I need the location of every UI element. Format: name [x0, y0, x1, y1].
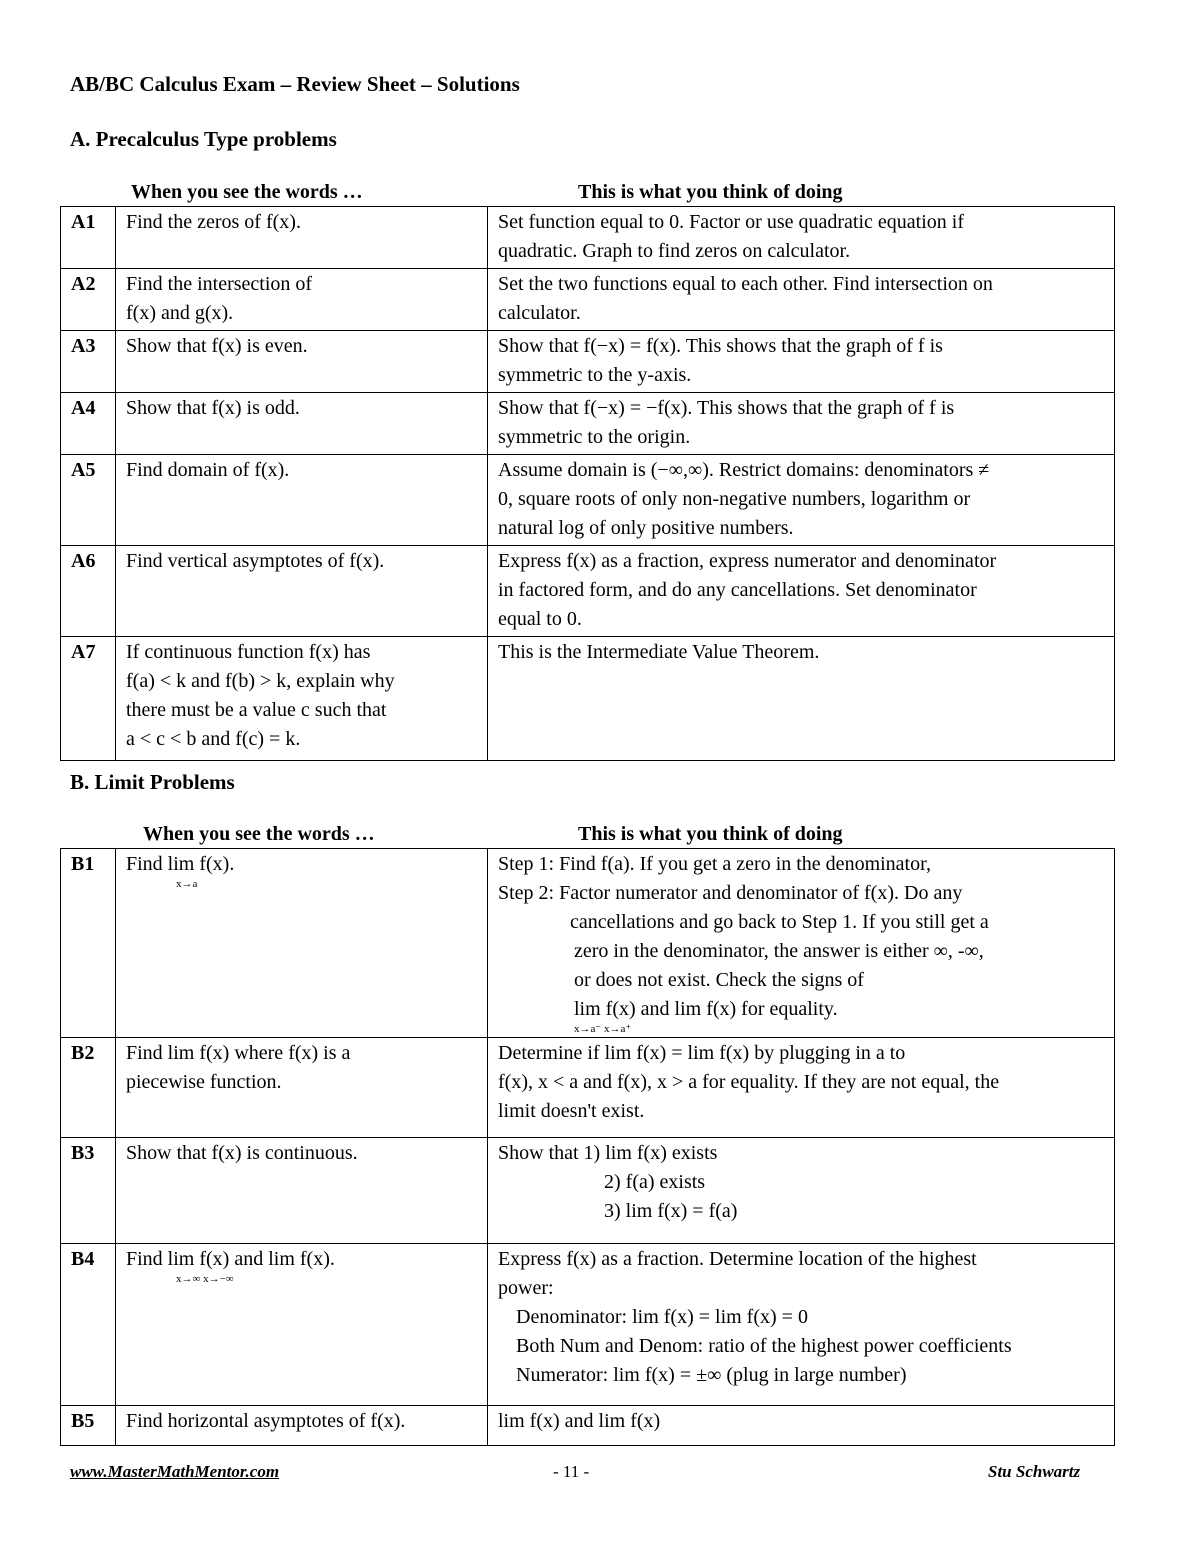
footer-author: Stu Schwartz — [988, 1462, 1081, 1481]
table-row — [61, 331, 1115, 393]
row-answer — [488, 637, 1115, 761]
prompt-line: Find lim f(x). — [126, 853, 235, 875]
answer-line: lim f(x) and lim f(x) — [498, 1410, 661, 1432]
table-row — [61, 393, 1115, 455]
row-prompt — [116, 849, 488, 1038]
row-prompt — [116, 1138, 488, 1244]
answer-line: cancellations and go back to Step 1. If you still get a — [570, 911, 989, 933]
answer-line: Show that 1) lim f(x) exists — [498, 1142, 718, 1164]
row-id: A4 — [61, 393, 116, 455]
table-row — [61, 269, 1115, 331]
prompt-line: piecewise function. — [126, 1071, 282, 1093]
answer-line: symmetric to the origin. — [498, 426, 691, 448]
row-answer — [488, 331, 1115, 393]
answer-line: Express f(x) as a fraction. Determine location of the highest — [498, 1248, 977, 1270]
answer-line: This is the Intermediate Value Theorem. — [498, 641, 820, 663]
answer-line: lim f(x) and lim f(x) for equality. — [574, 998, 838, 1020]
table-row — [61, 1406, 1115, 1446]
footer-page-number: - 11 - — [553, 1462, 590, 1481]
prompt-line: If continuous function f(x) has — [126, 641, 371, 663]
answer-line: quadratic. Graph to find zeros on calculator. — [498, 240, 851, 262]
answer-line: f(x), x < a and f(x), x > a for equality. If they are not equal, the — [498, 1071, 1000, 1093]
answer-line: Set the two functions equal to each other. Find intersection on — [498, 273, 993, 295]
row-prompt — [116, 393, 488, 455]
answer-line: Assume domain is (−∞,∞). Restrict domains: denominators ≠ — [498, 459, 990, 481]
table-row — [61, 455, 1115, 546]
prompt-line: Find the intersection of — [126, 273, 313, 295]
section-a-col-right: This is what you think of doing — [578, 181, 843, 203]
row-answer — [488, 1406, 1115, 1446]
row-id: B3 — [61, 1138, 116, 1244]
answer-line: calculator. — [498, 302, 581, 324]
row-answer — [488, 1038, 1115, 1138]
section-a-col-left: When you see the words … — [131, 181, 363, 203]
answer-line: 3) lim f(x) = f(a) — [604, 1200, 738, 1222]
row-id: B4 — [61, 1244, 116, 1406]
section-b-col-right: This is what you think of doing — [578, 823, 843, 845]
answer-line: Determine if lim f(x) = lim f(x) by plugging in a to — [498, 1042, 906, 1064]
answer-line: symmetric to the y-axis. — [498, 364, 692, 386]
table-row — [61, 207, 1115, 269]
answer-line: 0, square roots of only non-negative numbers, logarithm or — [498, 488, 971, 510]
prompt-line: Show that f(x) is continuous. — [126, 1142, 358, 1164]
row-id: A1 — [61, 207, 116, 269]
row-id: A7 — [61, 637, 116, 761]
prompt-line: a < c < b and f(c) = k. — [126, 728, 301, 750]
answer-line: Step 2: Factor numerator and denominator of f(x). Do any — [498, 882, 963, 904]
row-prompt — [116, 455, 488, 546]
prompt-line: Find domain of f(x). — [126, 459, 290, 481]
answer-line: Express f(x) as a fraction, express numerator and denominator — [498, 550, 997, 572]
answer-line: power: — [498, 1277, 554, 1299]
answer-line: or does not exist. Check the signs of — [574, 969, 864, 991]
table-row — [61, 849, 1115, 1038]
answer-line: Show that f(−x) = −f(x). This shows that the graph of f is — [498, 397, 955, 419]
answer-line: Set function equal to 0. Factor or use quadratic equation if — [498, 211, 964, 233]
row-answer — [488, 455, 1115, 546]
prompt-line: Find lim f(x) and lim f(x). — [126, 1248, 335, 1270]
limit-subscript: x→∞ x→−∞ — [176, 1273, 234, 1285]
row-id: A3 — [61, 331, 116, 393]
footer-website-link[interactable]: www.MasterMathMentor.com — [70, 1462, 280, 1481]
answer-line: limit doesn't exist. — [498, 1100, 645, 1122]
section-a-table — [60, 206, 1115, 761]
answer-line: Denominator: lim f(x) = lim f(x) = 0 — [516, 1306, 808, 1328]
prompt-line: there must be a value c such that — [126, 699, 387, 721]
row-id: A2 — [61, 269, 116, 331]
row-prompt — [116, 269, 488, 331]
row-prompt — [116, 637, 488, 761]
row-answer — [488, 1138, 1115, 1244]
answer-line: zero in the denominator, the answer is either ∞, -∞, — [574, 940, 984, 962]
row-answer — [488, 393, 1115, 455]
table-row — [61, 1038, 1115, 1138]
answer-line: Step 1: Find f(a). If you get a zero in the denominator, — [498, 853, 931, 875]
row-answer — [488, 269, 1115, 331]
prompt-line: Show that f(x) is even. — [126, 335, 308, 357]
answer-line: Both Num and Denom: ratio of the highest power coefficients — [516, 1335, 1012, 1357]
prompt-line: f(x) and g(x). — [126, 302, 234, 324]
row-prompt — [116, 331, 488, 393]
section-b-heading: B. Limit Problems — [70, 770, 235, 794]
answer-line: natural log of only positive numbers. — [498, 517, 794, 539]
prompt-line: Find the zeros of f(x). — [126, 211, 301, 233]
prompt-line: f(a) < k and f(b) > k, explain why — [126, 670, 395, 692]
section-b-table — [60, 848, 1115, 1446]
answer-line: 2) f(a) exists — [604, 1171, 706, 1193]
row-id: A5 — [61, 455, 116, 546]
section-a-heading: A. Precalculus Type problems — [70, 127, 337, 151]
row-answer — [488, 207, 1115, 269]
answer-line: in factored form, and do any cancellations. Set denominator — [498, 579, 977, 601]
table-row — [61, 1138, 1115, 1244]
section-b-col-left: When you see the words … — [143, 823, 375, 845]
row-prompt — [116, 1406, 488, 1446]
table-row — [61, 637, 1115, 761]
row-id: B2 — [61, 1038, 116, 1138]
prompt-line: Find horizontal asymptotes of f(x). — [126, 1410, 406, 1432]
row-prompt — [116, 207, 488, 269]
row-id: B1 — [61, 849, 116, 1038]
document-title: AB/BC Calculus Exam – Review Sheet – Solutions — [70, 72, 520, 96]
row-id: B5 — [61, 1406, 116, 1446]
row-answer — [488, 849, 1115, 1038]
row-prompt — [116, 1038, 488, 1138]
row-prompt — [116, 1244, 488, 1406]
row-answer — [488, 546, 1115, 637]
answer-line: Numerator: lim f(x) = ±∞ (plug in large number) — [516, 1364, 907, 1386]
limit-subscript: x→a⁻ x→a⁺ — [574, 1023, 632, 1035]
row-id: A6 — [61, 546, 116, 637]
prompt-line: Find vertical asymptotes of f(x). — [126, 550, 385, 572]
table-row — [61, 1244, 1115, 1406]
answer-line: equal to 0. — [498, 608, 582, 630]
prompt-line: Find lim f(x) where f(x) is a — [126, 1042, 351, 1064]
row-answer — [488, 1244, 1115, 1406]
table-row — [61, 546, 1115, 637]
prompt-line: Show that f(x) is odd. — [126, 397, 300, 419]
row-prompt — [116, 546, 488, 637]
answer-line: Show that f(−x) = f(x). This shows that the graph of f is — [498, 335, 943, 357]
limit-subscript: x→a — [176, 878, 198, 890]
